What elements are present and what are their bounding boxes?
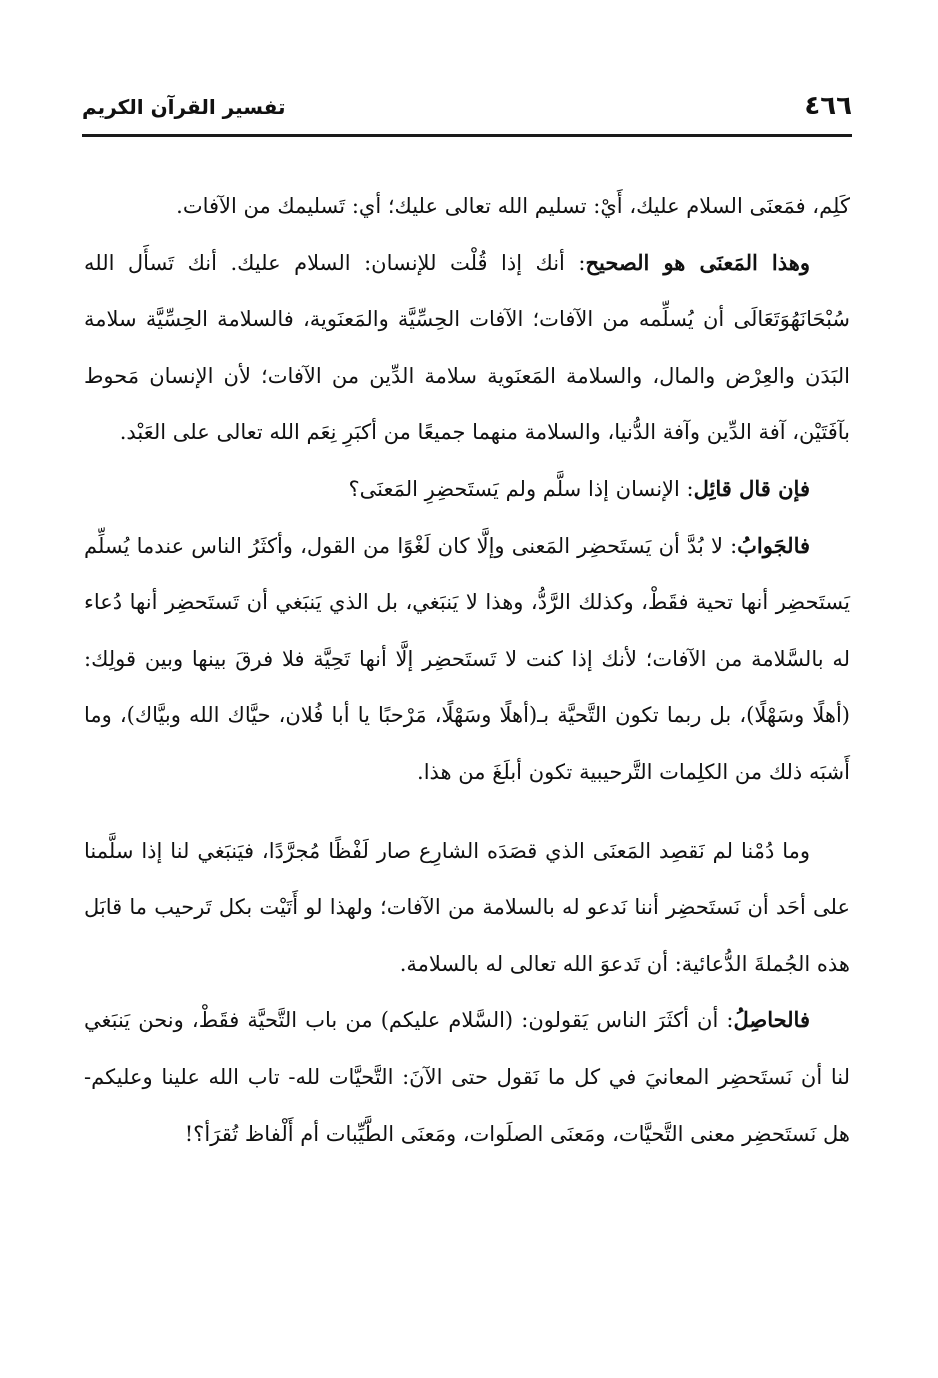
paragraph-4 <box>84 518 850 801</box>
paragraph-text: وما دُمْنا لم نَقصِد المَعنَى الذي قصَدَه الشارِع صار لَفْظًا مُجرَّدًا، فيَنبَغي لنا إذا سلَّمنا على أحَد أن نَستَحضِر أننا نَدعو له بالسلامة من الآفات؛ ولهذا لو أَتَيْت بكل تَرحيب ما قابَل هذه الجُملةَ الدُّعائية: أن تَدعوَ الله تعالى له بالسلامة. <box>84 838 850 976</box>
paragraph-lead: فالحاصِلُ <box>733 1007 810 1033</box>
paragraph-lead: فإن قال قائِل <box>693 475 810 501</box>
paragraph-5 <box>84 823 850 993</box>
paragraph-2 <box>84 235 850 461</box>
paragraph-6 <box>84 992 850 1162</box>
page-body <box>84 178 850 1162</box>
paragraph-1 <box>84 178 850 235</box>
paragraph-text: : أنك إذا قُلْت للإنسان: السلام عليك. أنك تَسأَل الله سُبْحَانَهُوَتَعَالَى أن يُسلِّمه من الآفات؛ الآفات الحِسِّيَّة والمَعنَوية، فالسلامة الحِسِّيَّة سلامة البَدَن والعِرْض والمال، والسلامة المَعنَوية سلامة الدِّين من الآفات؛ لأن الإنسان مَحوط بآفَتَيْن، آفة الدِّين وآفة الدُّنيا، والسلامة منهما جميعًا من أكبَرِ نِعَم الله تعالى على العَبْد. <box>84 250 850 445</box>
paragraph-text: : أن أكثَرَ الناس يَقولون: (السَّلام عليكم) من باب التَّحيَّة فقَطْ، ونحن يَنبَغي لنا أن نَستَحضِر المعانيَ في كل ما نَقول حتى الآنَ: التَّحيَّات لله- تاب الله علينا وعليكم- هل نَستَحضِر معنى التَّحيَّات، ومَعنَى الصلَوات، ومَعنَى الطَّيِّبات أم أَلْفاظ تُقرَأ؟! <box>84 1008 850 1146</box>
paragraph-text: كَلِم، فمَعنَى السلام عليك، أَيْ: تسليم الله تعالى عليك؛ أي: تَسليمك من الآفات. <box>176 194 850 218</box>
paragraph-3 <box>84 461 850 518</box>
book-title: تفسير القرآن الكريم <box>82 95 286 119</box>
page-number: ٤٦٦ <box>804 91 852 121</box>
paragraph-text: : لا بُدَّ أن يَستَحضِر المَعنى وإلَّا كان لَغْوًا من القول، وأكثَرُ الناس عندما يُسلِّم يَستَحضِر أنها تحية فقَطْ، وكذلك الرَّدُّ، وهذا لا يَنبَغي، بل الذي يَنبَغي أن تَستَحضِر أنها دُعاء له بالسَّلامة من الآفات؛ لأنك إذا كنت لا تَستَحضِر إلَّا أنها تَحِيَّة فلا فرقَ بينها وبين قولِك: (أهلًا وسَهْلًا)، بل ربما تكون التَّحيَّة بـ(أهلًا وسَهْلًا، مَرْحبًا يا أبا فُلان، حيَّاك الله وبيَّاك)، وما أَشبَه ذلك من الكلِمات التَّرحيبية تكون أبلَغَ من هذا. <box>84 533 850 784</box>
paragraph-text: : الإنسان إذا سلَّم ولم يَستَحضِرِ المَعنَى؟ <box>348 476 694 501</box>
paragraph-lead: فالجَوابُ <box>737 532 810 558</box>
page-header <box>82 88 852 128</box>
paragraph-lead: وهذا المَعنَى هو الصحيح <box>585 249 810 275</box>
header-divider <box>82 134 852 137</box>
